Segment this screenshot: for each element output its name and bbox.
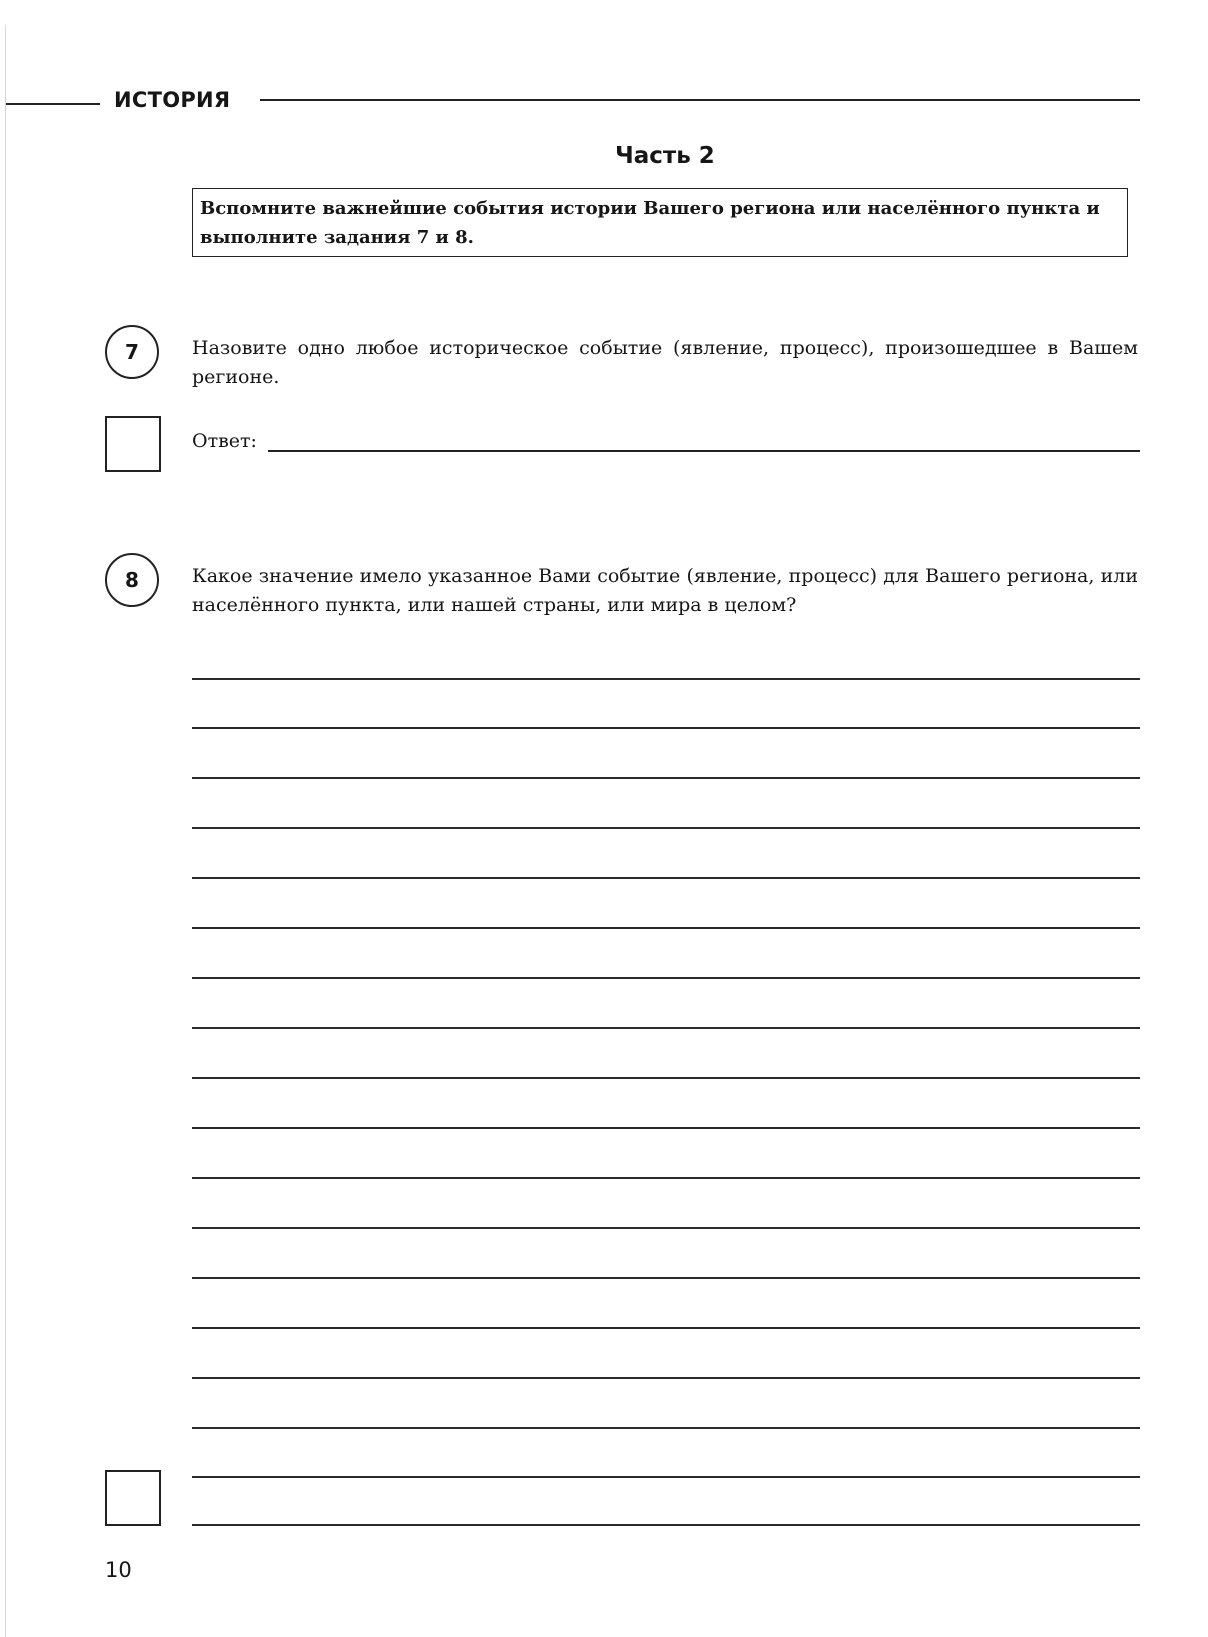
answer-line[interactable] <box>192 1127 1140 1129</box>
answer-line[interactable] <box>192 977 1140 979</box>
answer-line[interactable] <box>192 827 1140 829</box>
answer-line[interactable] <box>192 1027 1140 1029</box>
answer-line[interactable] <box>192 1327 1140 1329</box>
task-8-number: 8 <box>105 553 159 607</box>
page-number: 10 <box>105 1558 132 1582</box>
subject-header: ИСТОРИЯ <box>114 88 231 112</box>
part-title: Часть 2 <box>615 143 715 169</box>
header-rule-right <box>260 99 1140 101</box>
instruction-box: Вспомните важнейшие события истории Вашего региона или населённого пункта и выполните задания 7 и 8. <box>192 188 1128 257</box>
answer-line[interactable] <box>192 927 1140 929</box>
answer-line[interactable] <box>192 678 1140 680</box>
answer-line[interactable] <box>192 1077 1140 1079</box>
task-8-text: Какое значение имело указанное Вами событие (явление, процесс) для Вашего региона, или населённого пункта, или нашей страны, или мира в целом? <box>192 565 1138 616</box>
answer-line[interactable] <box>192 1227 1140 1229</box>
task-8-score-box <box>105 1470 161 1526</box>
answer-line[interactable] <box>192 727 1140 729</box>
task-7-number: 7 <box>105 325 159 379</box>
answer-line[interactable] <box>192 1524 1140 1526</box>
task-7-text: Назовите одно любое историческое событие (явление, процесс), произошедшее в Вашем регионе. <box>192 337 1138 388</box>
answer-line[interactable] <box>192 1177 1140 1179</box>
answer-line[interactable] <box>192 1277 1140 1279</box>
header-rule-left <box>6 103 100 105</box>
task-7-answer-label: Ответ: <box>192 430 257 452</box>
task-7-score-box <box>105 416 161 472</box>
task-7-answer-line[interactable] <box>268 450 1140 452</box>
answer-line[interactable] <box>192 1377 1140 1379</box>
page-edge <box>5 25 6 1637</box>
answer-line[interactable] <box>192 1427 1140 1429</box>
answer-line[interactable] <box>192 1476 1140 1478</box>
answer-line[interactable] <box>192 877 1140 879</box>
answer-line[interactable] <box>192 777 1140 779</box>
